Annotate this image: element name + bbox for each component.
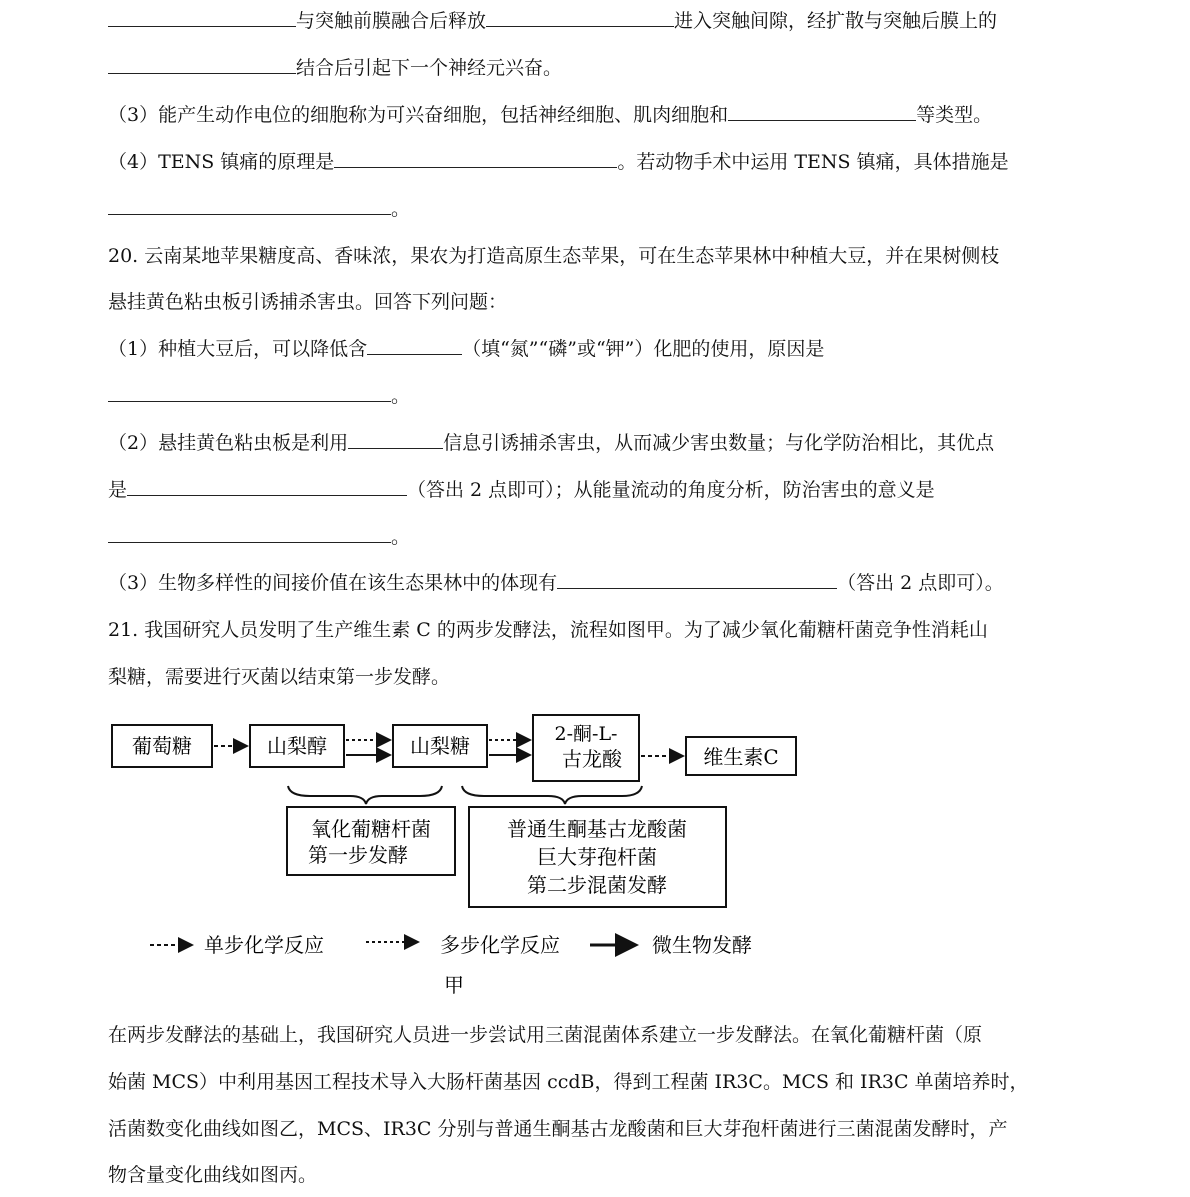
text-line-5: 。	[108, 196, 410, 222]
answer-blank[interactable]	[127, 477, 407, 496]
glucose-label: 葡萄糖	[132, 734, 192, 758]
question-20-stem-1: 20. 云南某地苹果糖度高、香味浓，果农为打造高原生态苹果，可在生态苹果林中种植大豆，并在果树侧枝	[108, 245, 1000, 267]
sorbose-label: 山梨糖	[410, 734, 470, 758]
paragraph-line-4: 物含量变化曲线如图丙。	[108, 1164, 318, 1186]
question-20-part-3: （3）生物多样性的间接价值在该生态果林中的体现有 （答出 2 点即可）。	[108, 572, 1004, 594]
answer-blank[interactable]	[108, 8, 296, 27]
legend-micro-label: 微生物发酵	[652, 933, 752, 957]
answer-blank[interactable]	[728, 102, 916, 121]
question-20-part-2-cont: 是 （答出 2 点即可）；从能量流动的角度分析，防治害虫的意义是	[108, 479, 935, 501]
question-20-part-2-end: 。	[108, 524, 410, 550]
step2-label-3: 第二步混菌发酵	[527, 873, 667, 897]
brace-step1	[288, 786, 442, 804]
answer-blank[interactable]	[557, 570, 837, 589]
paragraph-line-2: 始菌 MCS）中利用基因工程技术导入大肠杆菌基因 ccdB，得到工程菌 IR3C。MCS 和 IR3C 单菌培养时，	[108, 1071, 1029, 1093]
flow-diagram	[0, 700, 1190, 1000]
step2-label-2: 巨大芽孢杆菌	[537, 845, 657, 869]
figure-caption: 甲	[444, 973, 464, 997]
paragraph-line-3: 活菌数变化曲线如图乙，MCS、IR3C 分别与普通生酮基古龙酸菌和巨大芽孢杆菌进行三菌混菌发酵时，产	[108, 1118, 1008, 1140]
question-21-stem-1: 21. 我国研究人员发明了生产维生素 C 的两步发酵法，流程如图甲。为了减少氧化葡糖杆菌竞争性消耗山	[108, 619, 988, 641]
answer-blank[interactable]	[108, 524, 391, 543]
answer-blank[interactable]	[348, 430, 443, 449]
step1-label-1: 氧化葡糖杆菌	[311, 817, 431, 841]
step2-label-1: 普通生酮基古龙酸菌	[507, 817, 687, 841]
text-line-1: 与突触前膜融合后释放 进入突触间隙，经扩散与突触后膜上的	[108, 8, 997, 34]
question-20-stem-2: 悬挂黄色粘虫板引诱捕杀害虫。回答下列问题：	[108, 291, 508, 313]
kga-label-1: 2-酮-L-	[554, 723, 618, 745]
brace-step2	[462, 786, 642, 804]
step1-label-2: 第一步发酵	[308, 843, 408, 867]
answer-blank[interactable]	[486, 8, 674, 27]
vitc-label: 维生素C	[703, 745, 779, 769]
text-line-4: （4）TENS 镇痛的原理是 。若动物手术中运用 TENS 镇痛，具体措施是	[108, 151, 1009, 173]
answer-blank[interactable]	[108, 196, 391, 215]
legend-single-label: 单步化学反应	[204, 933, 324, 957]
question-20-part-1-cont: 。	[108, 383, 410, 409]
kga-label-2: 古龙酸	[562, 747, 622, 771]
answer-blank[interactable]	[334, 149, 617, 168]
question-20-part-2: （2）悬挂黄色粘虫板是利用 信息引诱捕杀害虫，从而减少害虫数量；与化学防治相比，其优点	[108, 432, 995, 454]
question-21-stem-2: 梨糖，需要进行灭菌以结束第一步发酵。	[108, 666, 451, 688]
legend-multi-label: 多步化学反应	[440, 933, 560, 957]
answer-blank[interactable]	[108, 383, 391, 402]
question-20-part-1: （1）种植大豆后，可以降低含 （填“氮”“磷”或“钾”）化肥的使用，原因是	[108, 338, 825, 360]
answer-blank[interactable]	[367, 336, 462, 355]
answer-blank[interactable]	[108, 55, 296, 74]
paragraph-line-1: 在两步发酵法的基础上，我国研究人员进一步尝试用三菌混菌体系建立一步发酵法。在氧化葡糖杆菌（原	[108, 1024, 983, 1046]
text-line-2: 结合后引起下一个神经元兴奋。	[108, 55, 562, 81]
sorbitol-label: 山梨醇	[267, 734, 327, 758]
text-line-3: （3）能产生动作电位的细胞称为可兴奋细胞，包括神经细胞、肌肉细胞和 等类型。	[108, 104, 993, 126]
